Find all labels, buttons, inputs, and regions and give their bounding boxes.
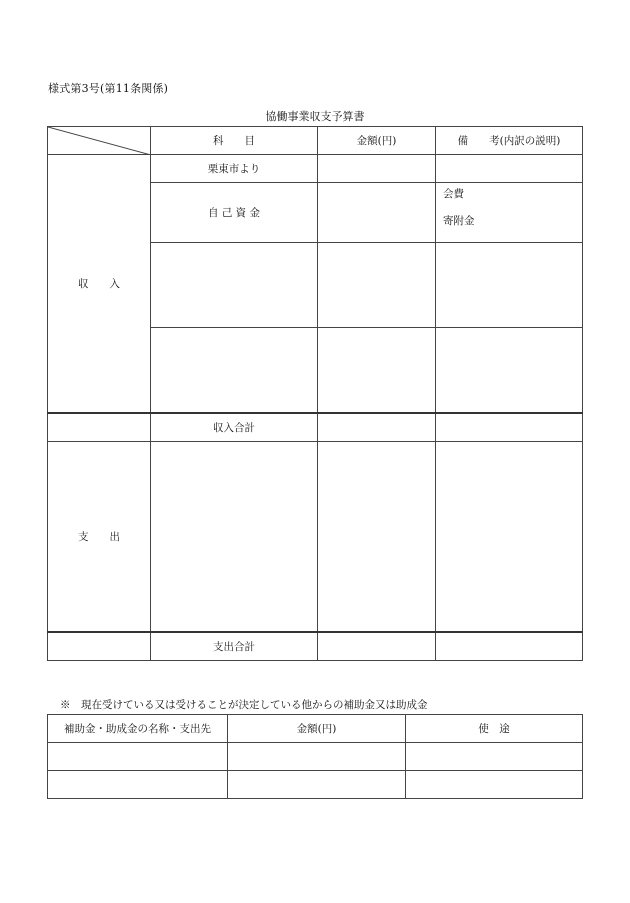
diagonal-line [48, 127, 151, 155]
subsidy-table [47, 714, 583, 799]
subsidy-header-use: 使 途 [406, 715, 583, 743]
income-total-blank [48, 413, 151, 442]
expense-section-label: 支 出 [48, 442, 151, 632]
income-remarks-blank-2[interactable] [436, 328, 583, 413]
subsidy-name-cell[interactable] [48, 743, 228, 771]
income-amount-blank-2[interactable] [318, 328, 436, 413]
income-item-blank-1[interactable] [151, 243, 318, 328]
income-total-row [48, 413, 583, 442]
expense-total-row [48, 632, 583, 661]
subsidy-amount-cell[interactable] [228, 743, 406, 771]
income-remarks-blank-1[interactable] [436, 243, 583, 328]
income-total-amount[interactable] [318, 413, 436, 442]
header-item: 科 目 [151, 127, 318, 155]
expense-total-blank [48, 632, 151, 661]
subsidy-row [48, 771, 583, 799]
income-row-city [48, 155, 583, 183]
income-amount-city[interactable] [318, 155, 436, 183]
subsidy-header-row [48, 715, 583, 743]
subsidy-use-cell[interactable] [406, 771, 583, 799]
remark-donation: 寄附金 [443, 214, 475, 227]
budget-table [47, 126, 583, 661]
expense-total-amount[interactable] [318, 632, 436, 661]
subsidy-use-cell[interactable] [406, 743, 583, 771]
header-amount: 金額(円) [318, 127, 436, 155]
subsidy-header-amount: 金額(円) [228, 715, 406, 743]
subsidy-name-cell[interactable] [48, 771, 228, 799]
document-title: 協働事業収支予算書 [265, 110, 365, 123]
subsidy-row [48, 743, 583, 771]
income-item-blank-2[interactable] [151, 328, 318, 413]
income-remarks-city[interactable] [436, 155, 583, 183]
income-amount-own-funds[interactable] [318, 183, 436, 243]
income-remarks-own-funds[interactable] [436, 183, 583, 243]
income-item-own-funds[interactable]: 自 己 資 金 [151, 183, 318, 243]
income-amount-blank-1[interactable] [318, 243, 436, 328]
expense-items[interactable] [151, 442, 318, 632]
income-total-remarks[interactable] [436, 413, 583, 442]
remark-membership-fee: 会費 [443, 188, 464, 200]
expense-total-label: 支出合計 [151, 632, 318, 661]
income-total-label: 収入合計 [151, 413, 318, 442]
expense-total-remarks[interactable] [436, 632, 583, 661]
diagonal-header-cell [48, 127, 151, 155]
expense-amounts[interactable] [318, 442, 436, 632]
subsidy-amount-cell[interactable] [228, 771, 406, 799]
income-item-city[interactable]: 栗東市より [151, 155, 318, 183]
form-number-label: 様式第3号(第11条関係) [48, 82, 169, 95]
budget-header-row [48, 127, 583, 155]
header-remarks: 備 考(内訳の説明) [436, 127, 583, 155]
expense-row [48, 442, 583, 632]
expense-remarks[interactable] [436, 442, 583, 632]
subsidy-header-name: 補助金・助成金の名称・支出先 [48, 715, 228, 743]
income-section-label: 収 入 [48, 155, 151, 413]
subsidy-note: ※ 現在受けている又は受けることが決定している他からの補助金又は助成金 [60, 699, 428, 711]
